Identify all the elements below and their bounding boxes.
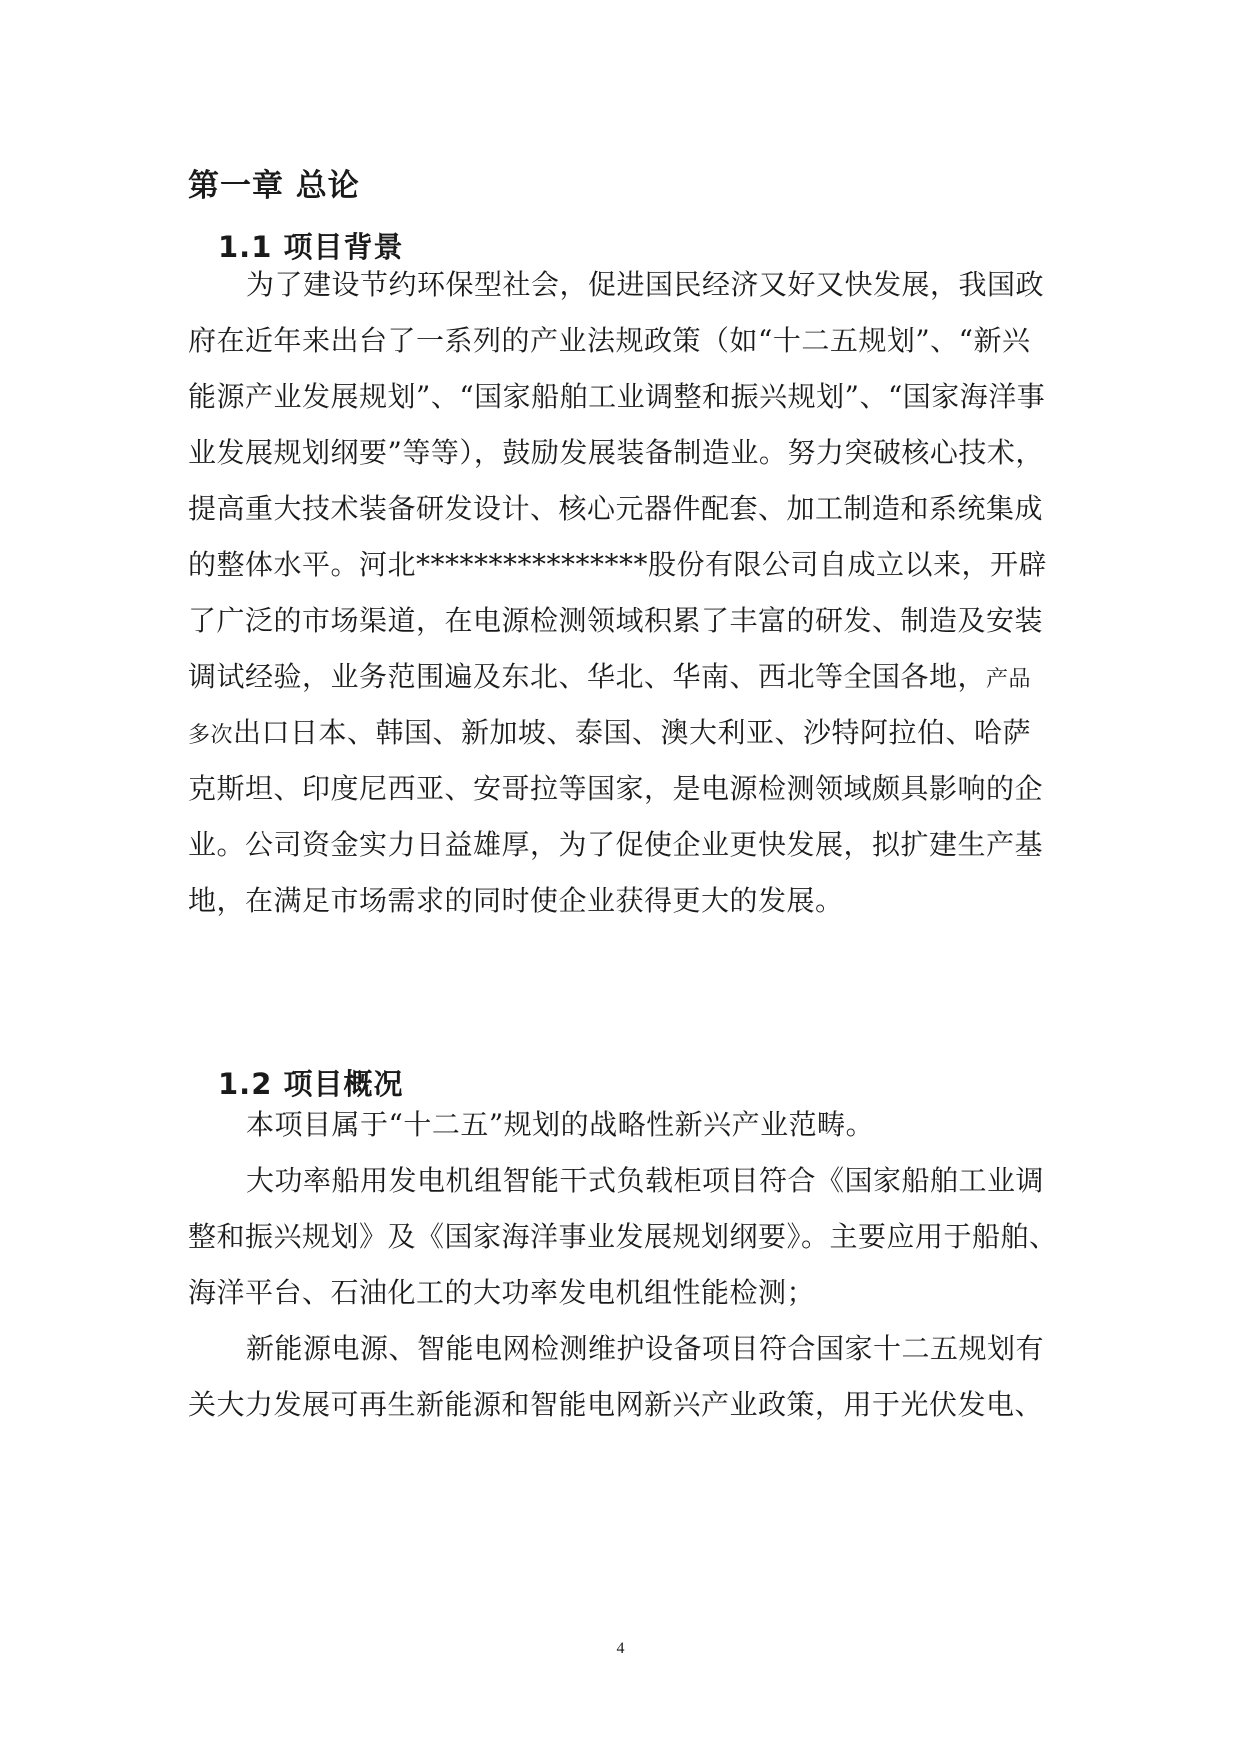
paragraph-line: 业。公司资金实力日益雄厚，为了促使企业更快发展，拟扩建生产基 <box>188 828 1044 861</box>
section-title-1-2: 1.2 项目概况 <box>218 1067 404 1101</box>
paragraph-line <box>188 657 1031 700</box>
paragraph-text: 调试经验，业务范围遍及东北、华北、华南、西北等全国各地， <box>188 660 987 693</box>
paragraph-line: 的整体水平。河北****************股份有限公司自成立以来，开辟 <box>188 548 1048 581</box>
chapter-title: 第一章 总论 <box>188 168 360 204</box>
paragraph-line: 地，在满足市场需求的同时使企业获得更大的发展。 <box>188 884 844 917</box>
section-title-1-1: 1.1 项目背景 <box>218 230 404 264</box>
paragraph-line: 能源产业发展规划”、“国家船舶工业调整和振兴规划”、“国家海洋事 <box>188 380 1046 413</box>
paragraph-text-small: 多次 <box>188 723 234 748</box>
paragraph-line: 府在近年来出台了一系列的产业法规政策（如“十二五规划”、“新兴 <box>188 324 1031 357</box>
paragraph-line: 新能源电源、智能电网检测维护设备项目符合国家十二五规划有 <box>246 1332 1045 1365</box>
paragraph-line: 了广泛的市场渠道，在电源检测领域积累了丰富的研发、制造及安装 <box>188 604 1044 637</box>
page-number: 4 <box>616 1640 625 1657</box>
paragraph-text: 出口日本、韩国、新加坡、泰国、澳大利亚、沙特阿拉伯、哈萨 <box>233 716 1032 749</box>
paragraph-line: 克斯坦、印度尼西亚、安哥拉等国家，是电源检测领域颇具影响的企 <box>188 772 1044 805</box>
paragraph-line: 本项目属于“十二五”规划的战略性新兴产业范畴。 <box>246 1108 875 1141</box>
paragraph-line: 提高重大技术装备研发设计、核心元器件配套、加工制造和系统集成 <box>188 492 1044 525</box>
paragraph-line: 关大力发展可再生新能源和智能电网新兴产业政策，用于光伏发电、 <box>188 1388 1044 1421</box>
paragraph-line: 整和振兴规划》及《国家海洋事业发展规划纲要》。主要应用于船舶、 <box>188 1220 1058 1253</box>
paragraph-line: 大功率船用发电机组智能干式负载柜项目符合《国家船舶工业调 <box>246 1164 1045 1197</box>
paragraph-line: 为了建设节约环保型社会，促进国民经济又好又快发展，我国政 <box>246 268 1045 301</box>
paragraph-line <box>188 713 1031 756</box>
paragraph-line: 业发展规划纲要”等等），鼓励发展装备制造业。努力突破核心技术， <box>188 436 1044 469</box>
paragraph-line: 海洋平台、石油化工的大功率发电机组性能检测； <box>188 1276 816 1309</box>
paragraph-text-small: 产品 <box>986 667 1032 692</box>
